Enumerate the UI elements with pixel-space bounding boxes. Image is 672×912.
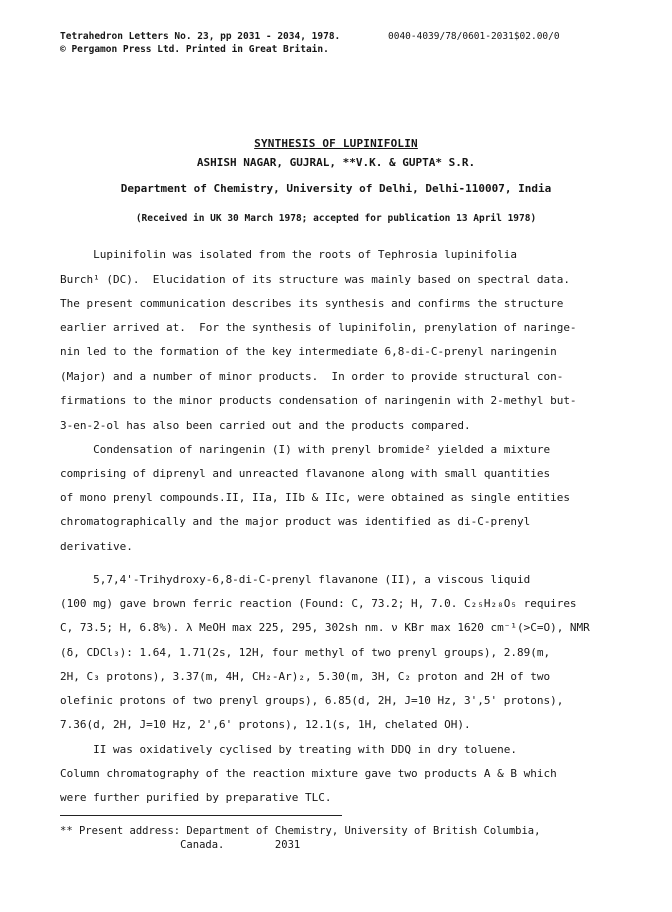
body-line: C, 73.5; H, 6.8%). λ MeOH max 225, 295, 302sh nm. ν KBr max 1620 cm⁻¹(>C=O), NMR (60, 621, 590, 634)
footnote-line: ** Present address: Department of Chemistry, University of British Columbia, (60, 825, 541, 837)
body-line: 2H, C₃ protons), 3.37(m, 4H, CH₂-Ar)₂, 5.30(m, 3H, C₂ proton and 2H of two (60, 670, 551, 683)
article-code: 0040-4039/78/0601-2031$02.00/0 (388, 31, 560, 42)
body-line: were further purified by preparative TLC. (60, 791, 332, 804)
body-line: chromatographically and the major product was identified as di-C-prenyl (60, 515, 531, 528)
article-affiliation: Department of Chemistry, University of Delhi, Delhi-110007, India (120, 182, 552, 195)
body-line: Column chromatography of the reaction mixture gave two products A & B which (60, 767, 557, 780)
body-line: (δ, CDCl₃): 1.64, 1.71(2s, 12H, four methyl of two prenyl groups), 2.89(m, (60, 646, 551, 659)
body-line: olefinic protons of two prenyl groups), 6.85(d, 2H, J=10 Hz, 3',5' protons), (60, 694, 564, 707)
footnote-line: Canada. 2031 (60, 839, 301, 851)
body-line: Condensation of naringenin (I) with prenyl bromide² yielded a mixture (60, 443, 551, 456)
body-line: (Major) and a number of minor products. In order to provide structural con- (60, 370, 564, 383)
body-line: (100 mg) gave brown ferric reaction (Found: C, 73.2; H, 7.0. C₂₅H₂₈O₅ requires (60, 597, 577, 610)
body-line: firmations to the minor products condensation of naringenin with 2-methyl but- (60, 394, 577, 407)
body-line: II was oxidatively cyclised by treating with DDQ in dry toluene. (60, 743, 517, 756)
article-title: SYNTHESIS OF LUPINIFOLIN (254, 137, 418, 150)
body-line: 3-en-2-ol has also been carried out and the products compared. (60, 419, 471, 432)
body-line: nin led to the formation of the key intermediate 6,8-di-C-prenyl naringenin (60, 345, 557, 358)
body-line: Lupinifolin was isolated from the roots of Tephrosia lupinifolia (60, 248, 517, 261)
body-line: comprising of diprenyl and unreacted flavanone along with small quantities (60, 467, 551, 480)
body-line: The present communication describes its synthesis and confirms the structure (60, 297, 564, 310)
body-line: of mono prenyl compounds.II, IIa, IIb & IIc, were obtained as single entities (60, 491, 570, 504)
journal-citation (60, 30, 340, 56)
received-dates: (Received in UK 30 March 1978; accepted for publication 13 April 1978) (135, 213, 537, 224)
body-line: Burch¹ (DC). Elucidation of its structure was mainly based on spectral data. (60, 273, 570, 286)
journal-line: Tetrahedron Letters No. 23, pp 2031 - 2034, 1978. (60, 31, 341, 42)
footnote-divider (60, 815, 342, 816)
body-line: 5,7,4'-Trihydroxy-6,8-di-C-prenyl flavanone (II), a viscous liquid (60, 573, 531, 586)
body-line: earlier arrived at. For the synthesis of lupinifolin, prenylation of naringe- (60, 321, 577, 334)
article-authors: ASHISH NAGAR, GUJRAL, **V.K. & GUPTA* S.R. (196, 156, 476, 169)
body-line: 7.36(d, 2H, J=10 Hz, 2',6' protons), 12.1(s, 1H, chelated OH). (60, 718, 471, 731)
publisher-line: © Pergamon Press Ltd. Printed in Great Britain. (60, 44, 329, 55)
body-line: derivative. (60, 540, 133, 553)
